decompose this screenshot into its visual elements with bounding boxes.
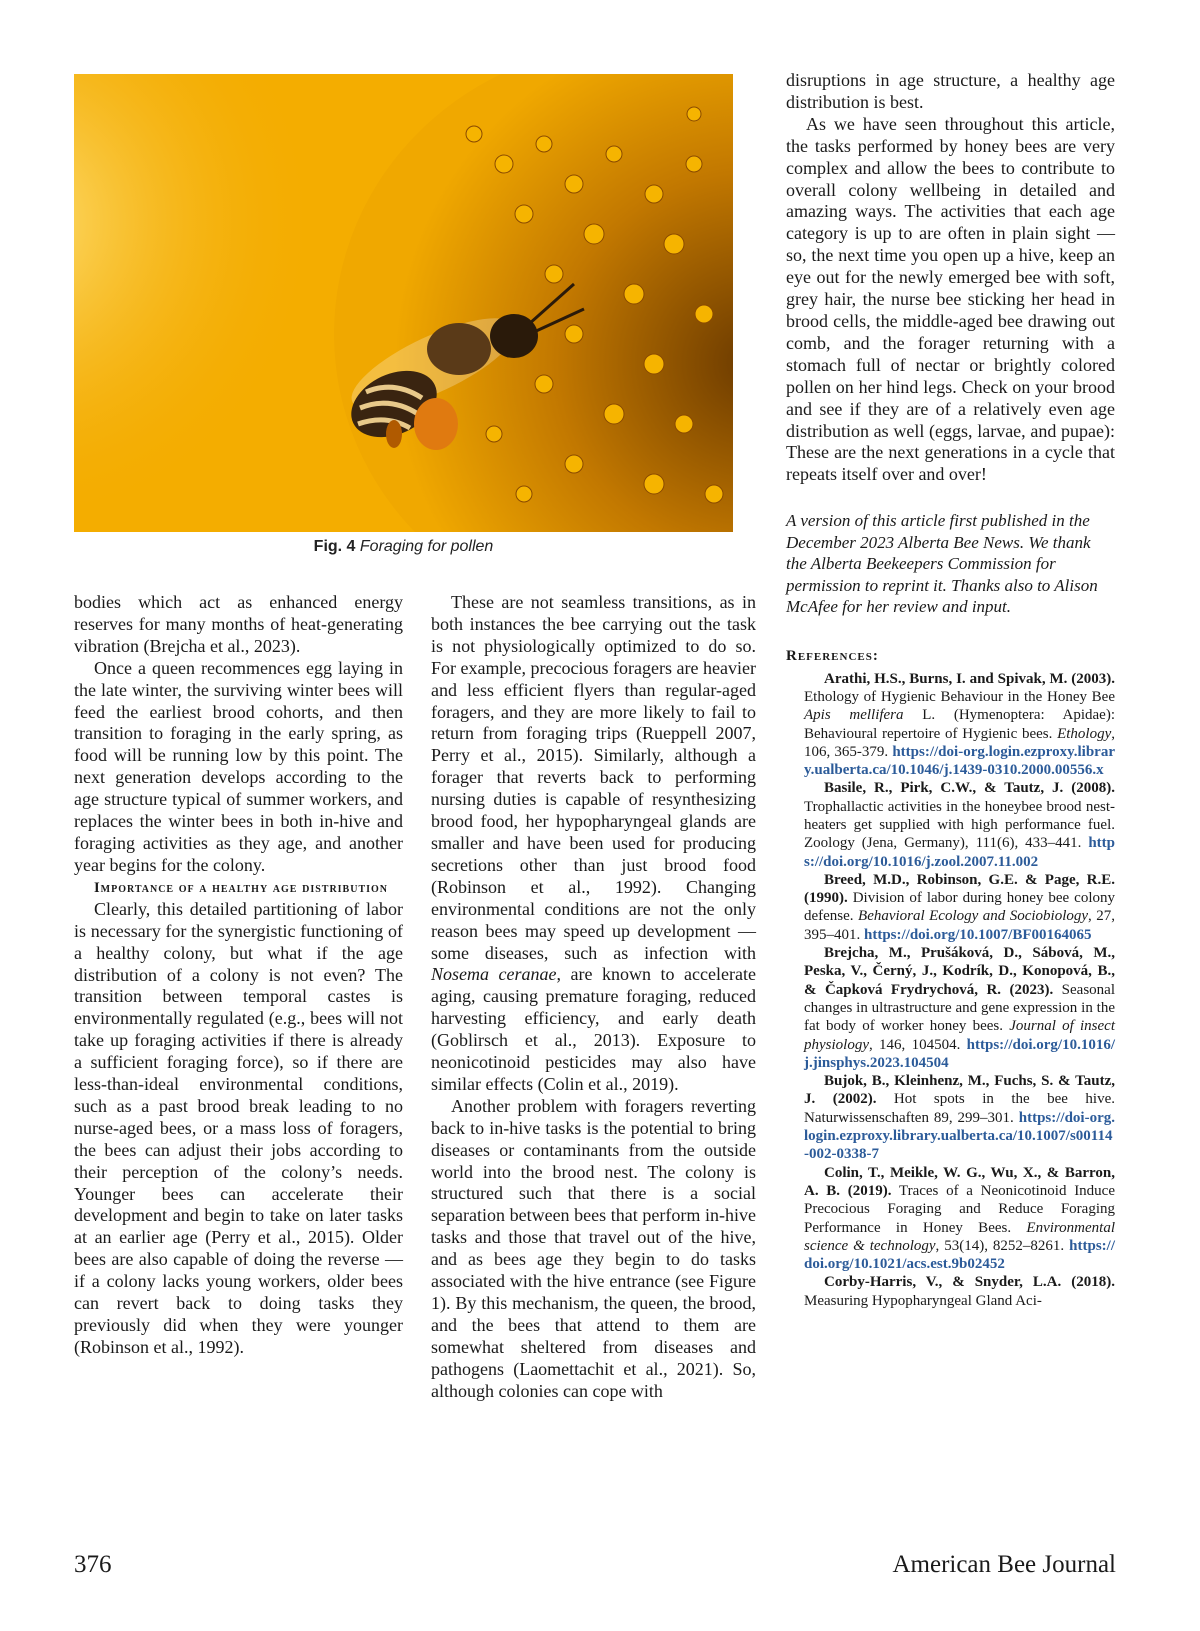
paragraph: Once a queen recommences egg laying in the late winter, the surviving winter bees will feed the earliest brood cohorts, and then transition to foraging in the early spring, as food will be running low by this point. The next generation develops according to the age structure typical of summer workers, and replaces the winter bees in both in-hive and foraging activities as they age, and another year begins for the colony. [74,657,403,875]
reference-italic: Environmental science & technology [804,1219,1115,1254]
figure-caption [74,538,733,556]
reference-authors: Arathi, H.S., Burns, I. and Spivak, M. (2003). [824,670,1115,687]
reference-italic: Journal of insect physiology [804,1018,1115,1053]
paragraph: As we have seen throughout this article, the tasks performed by honey bees are very complex and allow the bees to contribute to overall colony wellbeing in detailed and amazing ways. The activities that each age category is up to are often in plain sight — so, the next time you open up a hive, keep an eye out for the newly emerged bee with soft, grey hair, the nurse bee sticking her head in brood cells, the middle-aged bee drawing out comb, and the forager returning with a stomach full of nectar or brightly colored pollen on her hind legs. Check on your brood and see if they are of a relatively even age distribution as well (eggs, larvae, and pupae): These are the next generations in a cycle that repeats itself over and over! [786,113,1115,485]
references-heading: References: [786,647,879,664]
reference-link[interactable]: https://doi.org/10.1016/j.zool.2007.11.002 [804,835,1115,870]
reference-item [786,1164,1115,1274]
reference-item [786,1072,1115,1163]
section-heading: Importance of a healthy age distribution [94,879,389,896]
reference-text: Trophallactic activities in the honeybee brood nest-heaters get supplied with high performance fuel. Zoology (Jena, Germany), 111(6), 433–441. [804,798,1115,852]
paragraph: disruptions in age structure, a healthy age distribution is best. [786,70,1115,112]
reference-link[interactable]: https://doi-org.login.ezproxy.library.ualberta.ca/10.1007/s00114-002-0338-7 [804,1109,1115,1163]
reference-italic: Apis mellifera [804,707,904,724]
paragraph: bodies which act as enhanced energy reserves for many months of heat-generating vibration (Brejcha et al., 2023). [74,592,403,656]
reprint-note: A version of this article first published in the December 2023 Alberta Bee News. We thank the Alberta Beekeepers Commission for permission to reprint it. Thanks also to Alison McAfee for her review and input. [786,511,1098,617]
reference-item [786,1273,1115,1310]
reference-link[interactable]: https://doi.org/10.1007/BF00164065 [864,926,1092,943]
article-column-3 [786,70,1115,1310]
reference-italic: Behavioral Ecology and Sociobiology [858,908,1089,925]
article-column-2 [431,592,756,1403]
reference-authors: Breed, M.D., Robinson, G.E. & Page, R.E. (1990). [804,871,1115,907]
reference-italic: Ethology [1057,725,1112,742]
figure-caption-text: Foraging for pollen [359,538,494,555]
bee-on-sunflower-illustration [74,74,733,532]
reference-text: , 146, 104504. [869,1036,967,1053]
reference-text: L. (Hymenoptera: Apidae): Behavioural repertoire of Hygienic bees. [804,707,1115,742]
reference-authors: Basile, R., Pirk, C.W., & Tautz, J. (2008). [824,780,1115,797]
paragraph: Another problem with foragers reverting back to in-hive tasks is the potential to bring diseases or contaminants from the outside world into the brood nest. The colony is structured such that there is a social separation between bees that perform in-hive tasks and those that travel out of the hive, and as bees age they begin to do tasks associated with the hive entrance (see Figure 1). By this mechanism, the queen, the brood, and the bees that attend to them are somewhat sheltered from diseases and pathogens (Laomettachit et al., 2021). So, although colonies can cope with [431,1095,756,1401]
reference-authors: Corby-Harris, V., & Snyder, L.A. (2018). [824,1274,1115,1291]
reference-item [786,871,1115,944]
species-name: Nosema ceranae [431,964,557,985]
reference-text: , 53(14), 8252–8261. [935,1237,1070,1254]
reference-link[interactable]: https://doi-org.login.ezproxy.library.ualberta.ca/10.1046/j.1439-0310.2000.00556.x [804,743,1115,779]
reference-text: Hot spots in the bee hive. Naturwissenschaften 89, 299–301. [804,1091,1115,1126]
article-column-1 [74,592,403,1359]
paragraph: Clearly, this detailed partitioning of labor is necessary for the synergistic functioning of a healthy colony, but what if the age distribution of a colony is not even? The transition between temporal castes is environmentally regulated (e.g., bees will not take up foraging activities if there is already a sufficient foraging force), so if there are less-than-ideal environmental conditions, such as a past brood break leading to no nurse-aged bees, or a mass loss of foragers, the bees can adjust their jobs according to their perception of the colony’s needs. Younger bees can accelerate their development and begin to take on later tasks at an earlier age (Perry et al., 2015). Older bees are also capable of doing the reverse — if a colony lacks young workers, older bees can revert back to doing tasks they previously did when they were younger (Robinson et al., 1992). [74,898,403,1357]
reference-authors: Colin, T., Meikle, W. G., Wu, X., & Barron, A. B. (2019). [804,1164,1115,1199]
reference-item [786,944,1115,1072]
reference-text: Traces of a Neonicotinoid Induce Precocious Foraging and Reduce Foraging Performance in Honey Bees. [804,1182,1116,1236]
reference-link[interactable]: https://doi.org/10.1021/acs.est.9b02452 [804,1237,1115,1273]
journal-name: American Bee Journal [892,1551,1116,1578]
reference-text: Division of labor during honey bee colony defense. [804,890,1115,925]
reference-text: , 27, 395–401. [804,908,1116,943]
reference-item [786,779,1115,870]
reference-text: Ethology of Hygienic Behaviour in the Honey Bee [804,688,1115,705]
page-number: 376 [74,1551,112,1578]
reference-item [786,670,1115,780]
reference-link[interactable]: https://doi.org/10.1016/j.jinsphys.2023.104504 [804,1036,1115,1071]
reference-text: , 106, 365-379. [804,725,1115,760]
paragraph [431,592,756,1096]
paragraph-text: , are known to accelerate aging, causing premature foraging, reduced harvesting efficiency, and early death (Goblirsch et al., 2013). Exposure to neonicotinoid pesticides may also have similar effects (Colin et al., 2019). [431,964,756,1094]
reference-text: Seasonal changes in ultrastructure and gene expression in the fat body of worker honey bees. [804,981,1115,1035]
references-list [786,670,1115,1310]
figure-photo [74,74,733,532]
reference-authors: Brejcha, M., Prušáková, D., Sábová, M., Peska, V., Černý, J., Kodrík, D., Konopová, B., & Čapková Frydrychová, R. (2023). [804,945,1115,998]
paragraph-text: These are not seamless transitions, as in both instances the bee carrying out the task is not physiologically optimized to do so. For example, precocious foragers are heavier and less efficient flyers than regular-aged foragers, and they are more likely to fail to return from foraging trips (Rueppell 2007, Perry et al., 2015). Similarly, although a forager that reverts back to performing nursing duties is capable of resynthesizing brood food, her hypopharyngeal glands are smaller and have been used for producing secretions other than just brood food (Robinson et al., 1992). Changing environmental conditions are not the only reason bees may speed up development — some diseases, such as infection with [431,592,756,963]
reference-authors: Bujok, B., Kleinhenz, M., Fuchs, S. & Tautz, J. (2002). [804,1073,1115,1108]
figure-label: Fig. 4 [313,538,356,555]
reference-text: Measuring Hypopharyngeal Gland Aci- [804,1292,1042,1309]
